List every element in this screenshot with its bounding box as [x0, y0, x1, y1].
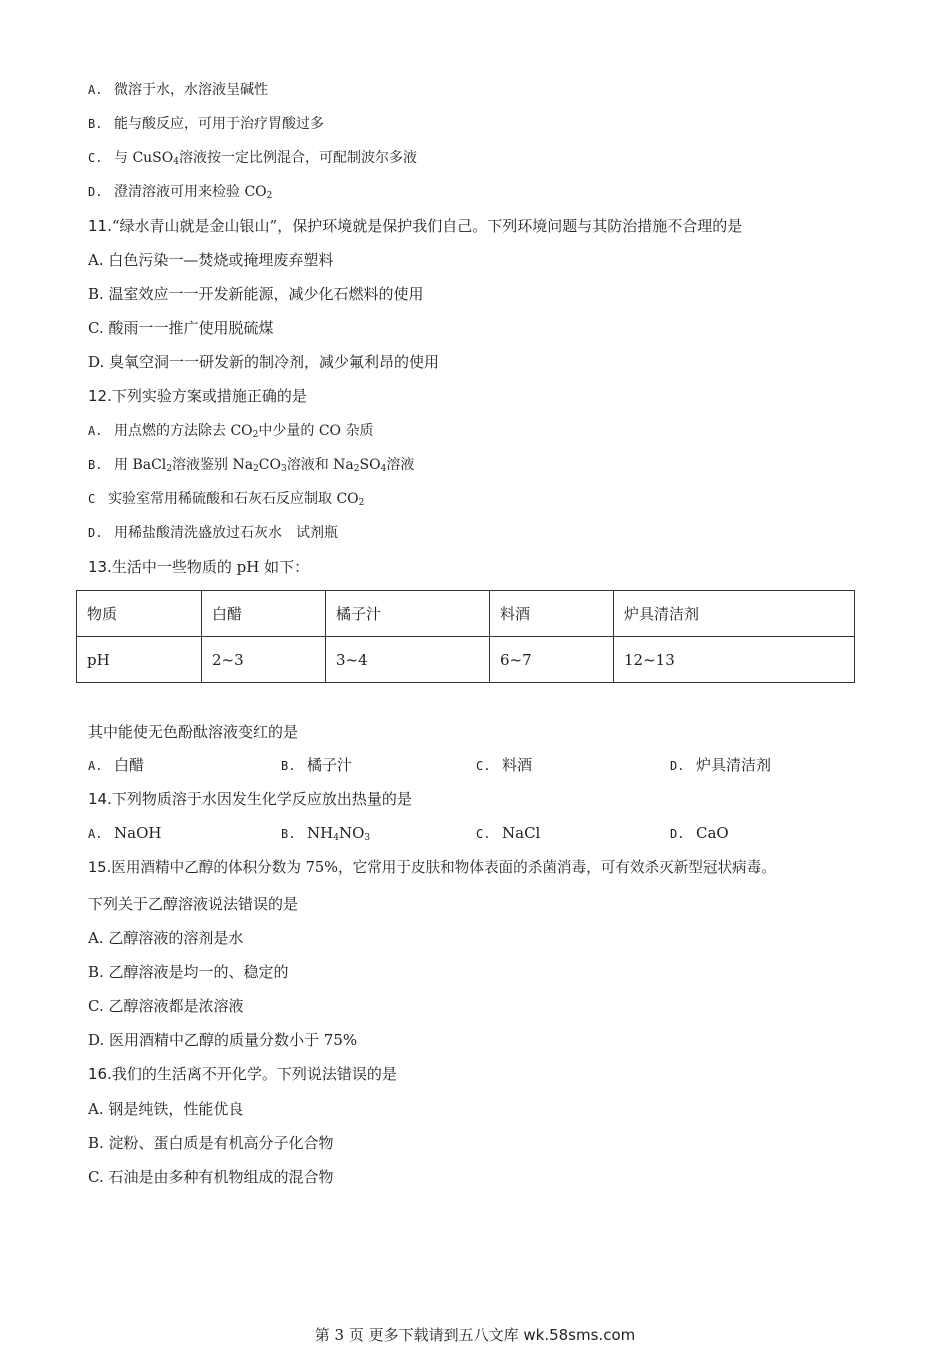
subscript: 3 [281, 464, 287, 474]
page-footer [0, 1324, 950, 1345]
q15-stem-continued: 下列关于乙醇溶液说法错误的是 [88, 895, 299, 913]
option-letter: C. [476, 827, 491, 841]
q13-stem [88, 557, 309, 577]
q13-question: 其中能使无色酚酞溶液变红的是 [88, 723, 299, 741]
question-number: 13. [88, 558, 112, 576]
option-text: CaO [696, 824, 729, 842]
q13-option-c [476, 755, 532, 776]
subscript: 2 [166, 464, 173, 474]
question-text: “绿水青山就是金山银山”，保护环境就是保护我们自己。下列环境问题与其防治措施不合理的是 [111, 217, 743, 235]
subscript: 2 [252, 430, 259, 440]
table-cell: 12~13 [614, 637, 855, 683]
q14-option-d [670, 823, 729, 844]
table-cell: 白醋 [202, 591, 326, 637]
option-letter: A. [88, 759, 103, 773]
q15-stem [88, 858, 776, 878]
question-text: 生活中一些物质的 pH 如下： [111, 558, 310, 576]
option-letter: C [88, 492, 96, 506]
table-cell: 2~3 [202, 637, 326, 683]
q16-option-c: C. 石油是由多种有机物组成的混合物 [88, 1168, 334, 1186]
table-cell: 6~7 [490, 637, 614, 683]
option-text: 溶液鉴别 Na [172, 457, 254, 473]
option-text: 微溶于水，水溶液呈碱性 [114, 82, 268, 98]
option-letter: B. [88, 458, 103, 472]
page-number-text: 第 3 页 更多下载请到五八文库 [314, 1326, 524, 1344]
subscript: 4 [380, 464, 387, 474]
q11-option-b: B. 温室效应一一开发新能源，减少化石燃料的使用 [88, 285, 424, 303]
q13-option-b [281, 755, 352, 776]
table-row [77, 591, 855, 637]
table-cell: 3~4 [326, 637, 490, 683]
q10-option-c [88, 148, 417, 168]
option-text: 用 BaCl [114, 457, 167, 473]
table-cell: 物质 [77, 591, 202, 637]
q16-option-a: A. 钢是纯铁，性能优良 [88, 1100, 244, 1118]
q15-option-a: A. 乙醇溶液的溶剂是水 [88, 929, 244, 947]
q16-stem [88, 1064, 397, 1084]
option-letter: B. [281, 827, 296, 841]
question-number: 14. [88, 790, 112, 808]
option-letter: A. [88, 83, 103, 97]
question-number: 12. [88, 387, 112, 405]
option-text: 实验室常用稀硫酸和石灰石反应制取 CO [108, 491, 359, 507]
q10-option-a [88, 80, 268, 100]
option-text: 料酒 [502, 756, 533, 774]
option-text: NO [338, 824, 365, 842]
option-letter: D. [88, 526, 103, 540]
option-text: 用稀盐酸清洗盛放过石灰水 试剂瓶 [114, 525, 338, 541]
footer-link[interactable]: wk.58sms.com [523, 1326, 636, 1344]
q10-option-d [88, 182, 272, 202]
q12-option-c [88, 489, 364, 509]
option-letter: A. [88, 827, 103, 841]
table-cell: 橘子汁 [326, 591, 490, 637]
q11-option-c: C. 酸雨一一推广使用脱硫煤 [88, 319, 274, 337]
q14-option-b [281, 823, 370, 844]
option-text: 炉具清洁剂 [696, 756, 772, 774]
q16-option-b: B. 淀粉、蛋白质是有机高分子化合物 [88, 1134, 334, 1152]
question-number: 16. [88, 1065, 112, 1083]
subscript: 2 [253, 464, 259, 474]
option-letter: D. [670, 827, 685, 841]
option-text: NaCl [502, 824, 541, 842]
subscript: 4 [333, 833, 339, 843]
option-text: CO [258, 457, 281, 473]
subscript: 2 [353, 464, 360, 474]
option-letter: A. [88, 424, 103, 438]
option-text: NH [307, 824, 334, 842]
q11-stem [88, 216, 742, 236]
option-letter: D. [670, 759, 685, 773]
table-cell: pH [77, 637, 202, 683]
table-cell: 料酒 [490, 591, 614, 637]
q13-option-a [88, 755, 144, 776]
option-text: 澄清溶液可用来检验 CO [114, 184, 267, 200]
subscript: 3 [364, 833, 371, 843]
q14-option-c [476, 823, 540, 844]
subscript: 2 [266, 191, 273, 201]
option-letter: B. [88, 117, 103, 131]
option-text: 溶液按一定比例混合，可配制波尔多液 [178, 150, 417, 166]
option-text: 能与酸反应，可用于治疗胃酸过多 [114, 116, 324, 132]
q10-option-b [88, 114, 324, 134]
option-text: 白醋 [114, 756, 145, 774]
question-number: 15. [88, 859, 112, 876]
question-text: 我们的生活离不开化学。下列说法错误的是 [111, 1065, 397, 1083]
option-text: 溶液 [386, 457, 415, 473]
q13-option-d [670, 755, 771, 776]
q11-option-a: A. 白色污染一—焚烧或掩埋废弃塑料 [88, 251, 334, 269]
q15-option-b: B. 乙醇溶液是均一的、稳定的 [88, 963, 289, 981]
subscript: 2 [358, 498, 365, 508]
question-number: 11. [88, 217, 112, 235]
option-letter: C. [476, 759, 491, 773]
option-text: SO [359, 457, 381, 473]
table-row [77, 637, 855, 683]
q14-stem [88, 789, 412, 809]
option-text: 与 CuSO [114, 150, 174, 166]
table-cell: 炉具清洁剂 [614, 591, 855, 637]
option-text: NaOH [114, 824, 162, 842]
q12-option-a [88, 421, 373, 441]
q12-stem [88, 386, 307, 406]
question-text: 下列物质溶于水因发生化学反应放出热量的是 [111, 790, 412, 808]
q11-option-d: D. 臭氧空洞一一研发新的制冷剂，减少氟利昂的使用 [88, 353, 440, 371]
q14-option-a [88, 823, 161, 844]
option-text: 用点燃的方法除去 CO [114, 423, 253, 439]
option-text: 溶液和 Na [286, 457, 354, 473]
ph-table [76, 590, 855, 683]
question-text: 下列实验方案或措施正确的是 [111, 387, 307, 405]
option-text: 橘子汁 [307, 756, 353, 774]
q15-option-c: C. 乙醇溶液都是浓溶液 [88, 997, 244, 1015]
option-text: 中少量的 CO 杂质 [258, 423, 374, 439]
subscript: 4 [173, 157, 179, 167]
question-text: 医用酒精中乙醇的体积分数为 75%，它常用于皮肤和物体表面的杀菌消毒，可有效杀灭新型冠状病毒。 [111, 859, 776, 876]
option-letter: B. [281, 759, 296, 773]
option-letter: C. [88, 151, 103, 165]
option-letter: D. [88, 185, 103, 199]
q12-option-d [88, 523, 338, 543]
q15-option-d: D. 医用酒精中乙醇的质量分数小于 75% [88, 1031, 358, 1049]
q12-option-b [88, 455, 414, 475]
